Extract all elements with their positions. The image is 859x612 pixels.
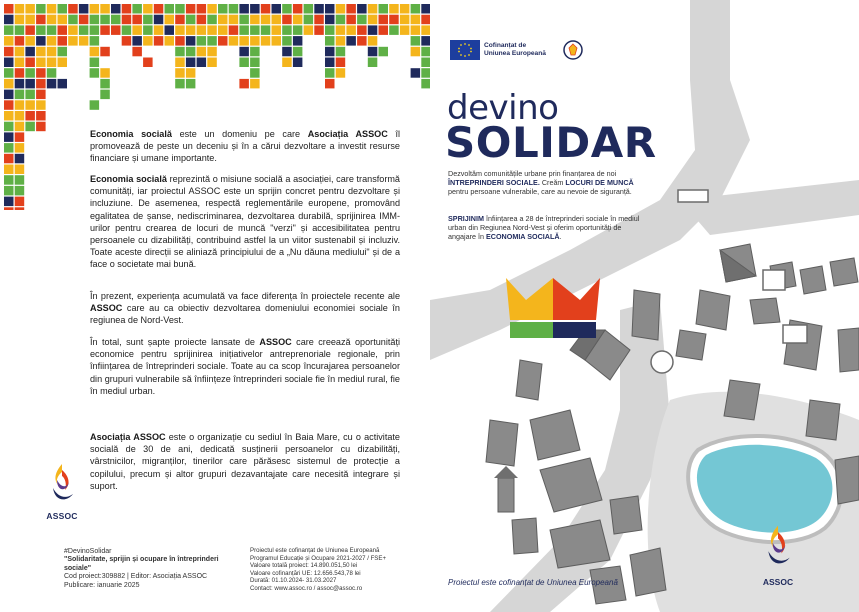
mosaic-tile [304, 15, 314, 25]
mosaic-tile [325, 15, 335, 25]
mosaic-tile [36, 68, 46, 78]
mosaic-tile [58, 4, 68, 14]
mosaic-tile [4, 175, 14, 185]
mosaic-tile [4, 111, 14, 121]
mosaic-tile [15, 25, 25, 35]
mosaic-tile [143, 4, 153, 14]
mosaic-tile [4, 143, 14, 153]
mosaic-tile [239, 36, 249, 46]
publish-date: Publicare: ianuarie 2025 [64, 581, 140, 589]
mosaic-tile [186, 68, 196, 78]
mosaic-tile [154, 36, 164, 46]
mosaic-tile [379, 25, 389, 35]
mosaic-tile [421, 15, 430, 25]
assoc-flame-icon [47, 462, 77, 506]
mosaic-tile [143, 25, 153, 35]
mosaic-tile [325, 79, 335, 89]
mosaic-tile [314, 4, 324, 14]
mosaic-tile [229, 15, 239, 25]
mosaic-tile [261, 25, 271, 35]
mosaic-tile [15, 15, 25, 25]
mosaic-tile [15, 186, 25, 196]
mosaic-tile [346, 15, 356, 25]
mosaic-tile [379, 15, 389, 25]
mosaic-tile [4, 197, 14, 207]
mosaic-tile [239, 4, 249, 14]
mosaic-tile [79, 4, 89, 14]
mosaic-tile [4, 25, 14, 35]
mosaic-tile [165, 4, 175, 14]
financing-line-5: Durată: 01.10.2024- 31.03.2027 [250, 577, 337, 585]
mosaic-tile [15, 175, 25, 185]
mosaic-tile [304, 25, 314, 35]
mosaic-tile [218, 25, 228, 35]
eu-text-line-2: Uniunea Europeană [484, 50, 546, 57]
mosaic-tile [122, 15, 132, 25]
mosaic-tile [197, 15, 207, 25]
mosaic-tile [379, 4, 389, 14]
mosaic-tile [36, 111, 46, 121]
mosaic-tile [325, 36, 335, 46]
mosaic-tile [25, 122, 35, 132]
mosaic-tile [15, 4, 25, 14]
mosaic-tile [100, 68, 110, 78]
mosaic-tile [15, 132, 25, 142]
mosaic-tile [4, 100, 14, 110]
mosaic-tile [132, 36, 142, 46]
mosaic-tile [293, 58, 303, 68]
mosaic-tile [411, 68, 421, 78]
mosaic-tile [47, 4, 57, 14]
paragraph-about-assoc: Asociația ASSOC este o organizație cu sediul în Baia Mare, cu o activitate socială de 30 de ani, dedicată susținerii persoanelor cu dizabilități, vârstnicilor, migranților, tinerilor care părăsesc sistemul de protecție a copilului, precum și altor grupuri dezavantajate care necesită integrare și suport. [90, 432, 400, 491]
mosaic-tile [336, 68, 346, 78]
mosaic-tile [36, 36, 46, 46]
mosaic-tile [250, 58, 260, 68]
mosaic-tile [368, 36, 378, 46]
mosaic-tile [175, 4, 185, 14]
mosaic-tile [15, 36, 25, 46]
mosaic-tile [15, 143, 25, 153]
mosaic-tile [100, 90, 110, 100]
mosaic-tile [36, 58, 46, 68]
mosaic-tile [357, 36, 367, 46]
mosaic-tile [4, 58, 14, 68]
mosaic-tile [47, 15, 57, 25]
mosaic-tile [207, 25, 217, 35]
mosaic-tile [47, 58, 57, 68]
mosaic-tile [175, 47, 185, 57]
mosaic-tile [68, 15, 78, 25]
mosaic-tile [293, 15, 303, 25]
mosaic-tile [4, 165, 14, 175]
crown-icon [506, 278, 600, 340]
mosaic-tile [25, 4, 35, 14]
mosaic-tile [368, 47, 378, 57]
mosaic-tile [421, 79, 430, 89]
mosaic-tile [207, 4, 217, 14]
mosaic-tile [25, 79, 35, 89]
mosaic-tile [229, 4, 239, 14]
mosaic-tile [239, 15, 249, 25]
mosaic-tile [261, 36, 271, 46]
mosaic-tile [122, 36, 132, 46]
mosaic-tile [154, 4, 164, 14]
mosaic-tile [336, 47, 346, 57]
mosaic-tile [411, 36, 421, 46]
mosaic-tile [197, 47, 207, 57]
mosaic-tile [357, 15, 367, 25]
mosaic-tile [25, 100, 35, 110]
mosaic-tile [122, 25, 132, 35]
mosaic-tile [197, 4, 207, 14]
mosaic-tile [293, 4, 303, 14]
mosaic-tile [47, 47, 57, 57]
mosaic-tile [4, 90, 14, 100]
mosaic-tile [36, 4, 46, 14]
mosaic-tile [58, 36, 68, 46]
mosaic-tile [411, 15, 421, 25]
financing-line-1: Proiectul este cofinanțat de Uniunea Europeană [250, 547, 380, 554]
intro-support: SPRIJINIM înființarea a 28 de întreprinderi sociale în mediul urban din Regiunea Nord-Vest și oferim oportunități de angajare în ECONOMIA SOCIALĂ. [448, 214, 640, 241]
eu-flag-icon [450, 40, 480, 60]
mosaic-tile [207, 15, 217, 25]
paragraph-intro: Economia socială este un domeniu pe care Asociația ASSOC îl promovează de peste un deceniu și în a cărui dezvoltare a investit resurse financiare și umane importante. [90, 129, 400, 164]
mosaic-tile [229, 36, 239, 46]
assoc-logo [42, 462, 82, 524]
mosaic-tile [400, 25, 410, 35]
mosaic-tile [111, 25, 121, 35]
mosaic-tile [68, 4, 78, 14]
mosaic-tile [336, 15, 346, 25]
mosaic-tile [293, 47, 303, 57]
mosaic-tile [100, 15, 110, 25]
footer-cofinancing-note: Proiectul este cofinanțat de Uniunea Europeană [448, 578, 618, 587]
financing-line-3: Valoare totală proiect: 14.890.051,50 lei [250, 562, 358, 570]
mosaic-tile [325, 25, 335, 35]
mosaic-tile [122, 4, 132, 14]
title-devino: devino [447, 88, 559, 128]
mosaic-tile [207, 47, 217, 57]
mosaic-tile [79, 36, 89, 46]
mosaic-tile [175, 15, 185, 25]
mosaic-tile [304, 4, 314, 14]
eu-text-line-1: Cofinanțat de [484, 42, 527, 49]
mosaic-tile [293, 25, 303, 35]
intro-development: Dezvoltăm comunitățile urbane prin finanțarea de noi ÎNTREPRINDERI SOCIALE. Creăm LOCURI DE MUNCĂ pentru persoane vulnerabile, care au nevoie de siguranță. [448, 169, 634, 196]
mosaic-tile [389, 4, 399, 14]
financing-line-4: Valoare cofinanțări UE: 12.656.543,78 lei [250, 569, 361, 577]
mosaic-tile [100, 79, 110, 89]
mosaic-tile [282, 36, 292, 46]
mosaic-tile [325, 4, 335, 14]
mosaic-tile [15, 207, 25, 210]
footer-financing-info [250, 547, 420, 593]
mosaic-tile [111, 4, 121, 14]
assoc-flame-icon [762, 522, 794, 572]
mosaic-tile [4, 132, 14, 142]
mosaic-tile [4, 122, 14, 132]
mosaic-tile [143, 36, 153, 46]
mosaic-tile [15, 47, 25, 57]
mosaic-tile [36, 47, 46, 57]
mosaic-tile [25, 25, 35, 35]
mosaic-tile [218, 36, 228, 46]
mosaic-tile [143, 15, 153, 25]
mosaic-tile [346, 25, 356, 35]
mosaic-tile [282, 4, 292, 14]
mosaic-tile [4, 79, 14, 89]
mosaic-tile [379, 47, 389, 57]
mosaic-tile [186, 36, 196, 46]
mosaic-tile [239, 47, 249, 57]
mosaic-tile [15, 79, 25, 89]
mosaic-tile [15, 197, 25, 207]
mosaic-tile [186, 47, 196, 57]
mosaic-tile [346, 36, 356, 46]
mosaic-tile [400, 4, 410, 14]
mosaic-tile [100, 4, 110, 14]
mosaic-tile [239, 79, 249, 89]
mosaic-tile [36, 100, 46, 110]
paragraph-mission: Economia socială reprezintă o misiune socială a asociației, care transformă comunități, iar proiectul ASSOC este un sprijin concret pentru dezvoltare și incluziune. De asemenea, respectă reglementările europene, promovând egalitatea de șanse, nediscriminarea, dezvoltarea durabilă, sprijinirea IMM-urilor pentru crearea de locuri de muncă "verzi" și accesibilitatea pentru persoanele cu dizabilități, contribuind astfel la un viitor sustenabil și incluziv. Toate aceste direcții se aliniază principiului de a „Nu dăuna mediului" și de a face o societate mai bună. [90, 174, 400, 270]
mosaic-tile [282, 15, 292, 25]
mosaic-tile [36, 15, 46, 25]
assoc-logo-right [754, 522, 802, 590]
mosaic-tile [90, 15, 100, 25]
mosaic-tile [4, 36, 14, 46]
mosaic-tile [90, 58, 100, 68]
mosaic-tile [421, 36, 430, 46]
mosaic-tile [421, 4, 430, 14]
mosaic-tile [411, 25, 421, 35]
mosaic-tile [368, 25, 378, 35]
assoc-logo-label: ASSOC [46, 511, 78, 521]
mosaic-tile [400, 15, 410, 25]
mosaic-tile [272, 15, 282, 25]
mosaic-tile [143, 58, 153, 68]
mosaic-tile [346, 4, 356, 14]
mosaic-tile [197, 58, 207, 68]
mosaic-tile [47, 25, 57, 35]
mosaic-tile [250, 25, 260, 35]
mosaic-tile [36, 122, 46, 132]
mosaic-tile [4, 15, 14, 25]
mosaic-tile [58, 15, 68, 25]
mosaic-tile [58, 79, 68, 89]
project-code: Cod proiect:309882 | Editor: Asociația ASSOC [64, 573, 208, 581]
mosaic-tile [421, 58, 430, 68]
government-crest-icon [563, 40, 583, 60]
mosaic-tile [132, 47, 142, 57]
mosaic-tile [79, 15, 89, 25]
mosaic-tile [357, 4, 367, 14]
mosaic-tile [15, 111, 25, 121]
mosaic-tile [15, 154, 25, 164]
mosaic-tile [47, 68, 57, 78]
mosaic-tile [389, 15, 399, 25]
mosaic-tile [25, 36, 35, 46]
mosaic-tile [4, 4, 14, 14]
financing-line-2: Programul Educație și Ocupare 2021-2027 / FSE+ [250, 554, 386, 562]
mosaic-tile [250, 68, 260, 78]
mosaic-tile [272, 36, 282, 46]
mosaic-tile [175, 58, 185, 68]
mosaic-tile [4, 207, 14, 210]
mosaic-tile [282, 25, 292, 35]
mosaic-tile [229, 25, 239, 35]
paragraph-experience: În prezent, experiența acumulată va face diferența în proiectele recente ale ASSOC care au ca obiectiv dezvoltarea domeniului economiei sociale în regiunea de Nord-Vest. [90, 291, 400, 326]
mosaic-tile [58, 25, 68, 35]
mosaic-tile [15, 90, 25, 100]
mosaic-tile [250, 4, 260, 14]
mosaic-tile [389, 25, 399, 35]
mosaic-tile [36, 90, 46, 100]
mosaic-tile [282, 58, 292, 68]
mosaic-tile [15, 122, 25, 132]
mosaic-tile [58, 58, 68, 68]
mosaic-tile [25, 47, 35, 57]
mosaic-tile [421, 68, 430, 78]
mosaic-tile [186, 58, 196, 68]
mosaic-tile [186, 25, 196, 35]
mosaic-tile [218, 15, 228, 25]
mosaic-tile [90, 68, 100, 78]
mosaic-tile [25, 111, 35, 121]
mosaic-tile [90, 47, 100, 57]
mosaic-tile [207, 58, 217, 68]
mosaic-tile [132, 25, 142, 35]
mosaic-tile [90, 36, 100, 46]
mosaic-tile [154, 15, 164, 25]
mosaic-tile [47, 79, 57, 89]
mosaic-tile [165, 25, 175, 35]
mosaic-tile [336, 4, 346, 14]
mosaic-tile [175, 79, 185, 89]
mosaic-tile [175, 25, 185, 35]
mosaic-tile [111, 15, 121, 25]
mosaic-tile [4, 47, 14, 57]
mosaic-tile [36, 25, 46, 35]
mosaic-tile [368, 58, 378, 68]
mosaic-tile [197, 25, 207, 35]
mosaic-tile [314, 25, 324, 35]
mosaic-tile [250, 36, 260, 46]
mosaic-tile [15, 68, 25, 78]
mosaic-tile [250, 47, 260, 57]
mosaic-tile [15, 165, 25, 175]
mosaic-tile [90, 100, 100, 110]
mosaic-tile [197, 36, 207, 46]
project-subtitle: "Solidaritate, sprijin și ocupare în întreprinderi sociale" [64, 556, 219, 572]
mosaic-tile [4, 154, 14, 164]
hashtag: #DevinoSolidar [64, 548, 112, 555]
mosaic-tile [90, 4, 100, 14]
mosaic-tile [165, 15, 175, 25]
mosaic-tile [314, 15, 324, 25]
right-panel [430, 0, 859, 612]
mosaic-tile [336, 36, 346, 46]
mosaic-tile [218, 4, 228, 14]
mosaic-tile [239, 25, 249, 35]
mosaic-tile [368, 4, 378, 14]
mosaic-tile [368, 15, 378, 25]
mosaic-tile [421, 47, 430, 57]
mosaic-tile [207, 36, 217, 46]
mosaic-tile [154, 25, 164, 35]
mosaic-tile [100, 25, 110, 35]
mosaic-tile [132, 4, 142, 14]
mosaic-tile [4, 68, 14, 78]
mosaic-tile [186, 15, 196, 25]
mosaic-tile [282, 47, 292, 57]
mosaic-tile [47, 36, 57, 46]
mosaic-tile [272, 25, 282, 35]
mosaic-tile [68, 25, 78, 35]
assoc-logo-label-right: ASSOC [762, 577, 794, 587]
mosaic-tile [325, 47, 335, 57]
mosaic-tile [25, 68, 35, 78]
mosaic-tile [100, 47, 110, 57]
mosaic-tile [325, 58, 335, 68]
mosaic-tile [36, 79, 46, 89]
eu-cofinancing-label [484, 42, 546, 58]
mosaic-tile [90, 25, 100, 35]
mosaic-tile [239, 58, 249, 68]
mosaic-tile [336, 58, 346, 68]
mosaic-tile [25, 58, 35, 68]
mosaic-tile [175, 68, 185, 78]
mosaic-tile [261, 15, 271, 25]
mosaic-tile [411, 47, 421, 57]
title-solidar: SOLIDAR [445, 118, 657, 167]
mosaic-tile [261, 4, 271, 14]
mosaic-tile [68, 36, 78, 46]
mosaic-tile [165, 36, 175, 46]
paragraph-projects: În total, sunt șapte proiecte lansate de ASSOC care creează oportunități economice pentru sprijinirea inițiativelor antreprenoriale regionale, prin înființarea de întreprinderi sociale. Toate au ca scop încurajarea persoanelor din grupuri vulnerabile să înființeze întreprinderi sociale fie în mediul rural, fie în mediul urban. [90, 337, 400, 396]
mosaic-tile [293, 36, 303, 46]
mosaic-tile [132, 15, 142, 25]
mosaic-tile [250, 79, 260, 89]
mosaic-tile [15, 100, 25, 110]
mosaic-tile [186, 79, 196, 89]
mosaic-tile [175, 36, 185, 46]
mosaic-tile [325, 68, 335, 78]
footer-project-info [64, 548, 244, 590]
financing-line-6: Contact: www.assoc.ro / assoc@assoc.ro [250, 584, 363, 592]
mosaic-tile [336, 25, 346, 35]
mosaic-tile [25, 90, 35, 100]
mosaic-tile [186, 4, 196, 14]
mosaic-tile [79, 25, 89, 35]
mosaic-tile [4, 186, 14, 196]
mosaic-tile [58, 47, 68, 57]
mosaic-tile [421, 25, 430, 35]
mosaic-tile [15, 58, 25, 68]
mosaic-tile [25, 15, 35, 25]
mosaic-tile [250, 15, 260, 25]
mosaic-tile [357, 25, 367, 35]
mosaic-tile [411, 4, 421, 14]
mosaic-tile [272, 4, 282, 14]
